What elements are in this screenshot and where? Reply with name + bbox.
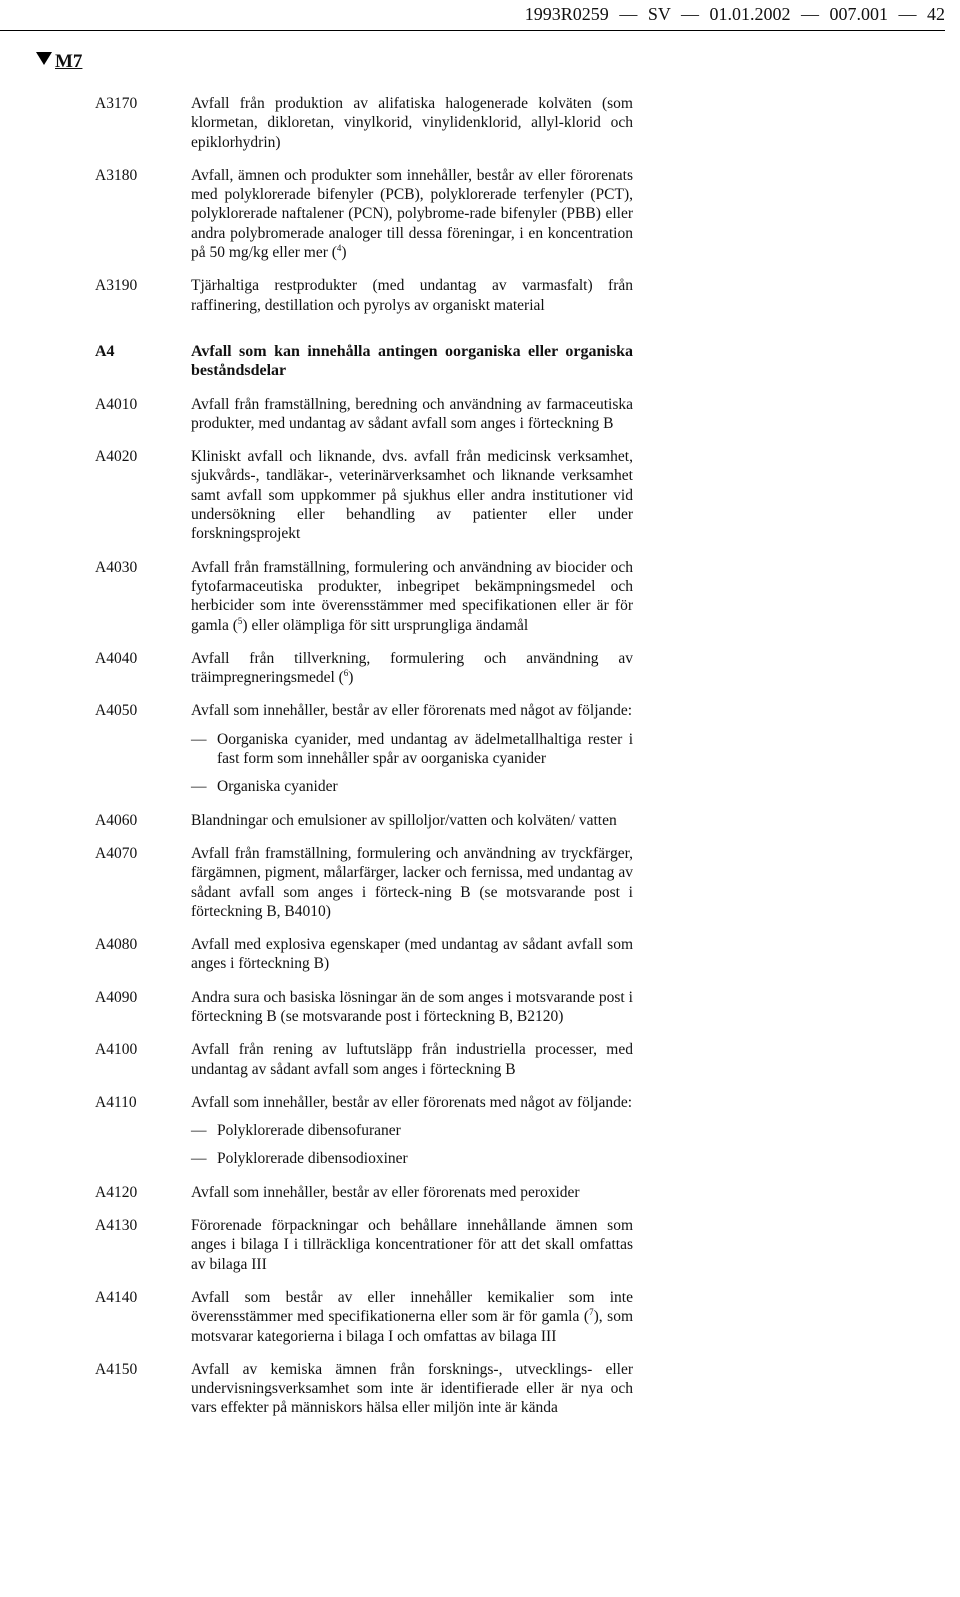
entry-description: Avfall som består av eller innehåller kemikalier som inte överensstämmer med specifikationerna eller som är för gamla ($^7$), som motsvarar kategorierna i bilaga I och omfattas av bilaga III xyxy=(191,1288,634,1345)
entry-a4080 xyxy=(0,935,960,974)
triangle-down-icon xyxy=(36,52,52,65)
entry-a4050 xyxy=(0,701,960,796)
entry-code: A4090 xyxy=(95,988,138,1006)
header-separator: — xyxy=(801,4,819,24)
footnote-ref[interactable]: 7 xyxy=(589,1307,594,1318)
entry-a4040 xyxy=(0,649,960,688)
entry-a4090 xyxy=(0,988,960,1027)
entry-description: Kliniskt avfall och liknande, dvs. avfall från medicinsk verksamhet, sjukvårds-, tandläkar-, veterinärverksamhet och liknande verksamhet samt avfall som uppkommer på sjukhus eller andra institutioner vid undersökning eller behandling av patienter eller under forskningsprojekt xyxy=(191,448,633,543)
entry-code: A4010 xyxy=(95,395,138,413)
list-item: — Polyklorerade dibensofuraner xyxy=(191,1122,401,1140)
entry-description: Andra sura och basiska lösningar än de som anges i motsvarande post i förteckning B (se motsvarande post i förteckning B, B2120) xyxy=(191,988,633,1025)
entry-code: A4120 xyxy=(95,1183,138,1201)
footnote-ref[interactable]: 5 xyxy=(237,615,243,626)
entry-code: A3190 xyxy=(95,277,138,295)
entry-a3190 xyxy=(0,276,960,315)
entry-code: A4050 xyxy=(95,702,138,720)
entry-description: Avfall, ämnen och produkter som innehåller, består av eller förorenats med polyklorerade bifenyler (PCB), polyklorerade terfenyler (PCT), polyklorerade naftalener (PCN), polybrome-rade bifenyler (PBB) eller andra polybromerade analoger till dessa föreningar, i en koncentration på 50 mg/kg eller mer ($^4$) xyxy=(191,166,633,262)
entry-description: Tjärhaltiga restprodukter (med undantag av varmasfalt) från raffinering, destillation och pyrolys av organiskt material xyxy=(191,277,633,314)
section-code: A4 xyxy=(95,342,115,360)
entry-a3170 xyxy=(0,94,960,152)
entry-a4030 xyxy=(0,558,960,635)
entry-code: A4110 xyxy=(95,1093,137,1111)
header-separator: — xyxy=(619,4,638,24)
version-number: 007.001 xyxy=(829,4,888,24)
language-code: SV xyxy=(647,4,671,24)
entry-a4150 xyxy=(0,1360,960,1418)
header-separator: — xyxy=(898,4,917,24)
page-header xyxy=(0,2,945,31)
amendment-label: M7 xyxy=(55,51,83,72)
entry-description: Avfall från framställning, formulering och användning av biocider och fytofarmaceutiska produkter, inbegripet bekämpningsmedel och herbicider som inte överensstämmer med specifikationen eller är för gamla ($^5$) eller olämpliga för sitt ursprungliga ändamål xyxy=(191,558,633,634)
entry-description: Förorenade förpackningar och behållare innehållande ämnen som anges i bilaga I i tillräckliga koncentrationer för att det skall omfattas av bilaga III xyxy=(191,1217,633,1273)
list-item: — Polyklorerade dibensodioxiner xyxy=(191,1150,408,1168)
entry-a4020 xyxy=(0,447,960,543)
entry-code: A4100 xyxy=(95,1041,138,1059)
entry-a4130 xyxy=(0,1216,960,1274)
entry-code: A4060 xyxy=(95,811,138,829)
entry-a4140 xyxy=(0,1288,960,1346)
entry-code: A4150 xyxy=(95,1360,138,1378)
entry-description: Avfall av kemiska ämnen från forsknings-, utvecklings- eller undervisningsverksamhet som inte är identifierade eller är nya och vars effekter på människors hälsa eller miljön inte är kända xyxy=(191,1360,633,1417)
entry-a4100 xyxy=(0,1040,960,1079)
page-number: 42 xyxy=(927,4,945,24)
entry-a3180 xyxy=(0,166,960,262)
dash-bullet: — xyxy=(191,730,207,748)
entry-a4060 xyxy=(0,811,960,830)
consolidation-date: 01.01.2002 xyxy=(709,4,791,24)
entry-description: Avfall från rening av luftutsläpp från industriella processer, med undantag av sådant avfall som anges i förteckning B xyxy=(191,1041,633,1078)
entry-code: A4080 xyxy=(95,936,138,954)
entry-code: A4140 xyxy=(95,1288,138,1306)
entry-description: Avfall från produktion av alifatiska halogenerade kolväten (som klormetan, dikloretan, vinylkorid, vinylidenklorid, allyl-klorid och epiklorhydrin) xyxy=(191,95,633,151)
entry-code: A3180 xyxy=(95,166,138,184)
amendment-marker xyxy=(36,50,82,74)
entry-description: Avfall som innehåller, består av eller förorenats med något av följande: — Oorganiska cyanider, med undantag av ädelmetallhaltiga rester i fast form som innehåller spår av oorganiska cyanider — Organiska cyanider xyxy=(191,702,633,796)
footnote-ref[interactable]: 6 xyxy=(343,668,349,679)
header-separator: — xyxy=(681,4,699,24)
entry-code: A4070 xyxy=(95,844,138,862)
section-title: Avfall som kan innehålla antingen oorganiska eller organiska beståndsdelar xyxy=(191,342,633,380)
entry-code: A4040 xyxy=(95,649,138,667)
dash-bullet: — xyxy=(191,1122,207,1140)
entry-description: Avfall som innehåller, består av eller förorenats med peroxider xyxy=(191,1183,580,1201)
entry-description: Blandningar och emulsioner av spilloljor/vatten och kolväten/ vatten xyxy=(191,811,617,829)
list-item: — Oorganiska cyanider, med undantag av ädelmetallhaltiga rester i fast form som innehåller spår av oorganiska cyanider xyxy=(191,730,633,768)
entry-description: Avfall från tillverkning, formulering och användning av träimpregneringsmedel ($^6$) xyxy=(191,649,633,687)
dash-bullet: — xyxy=(191,1150,207,1168)
entry-code: A4030 xyxy=(95,558,138,576)
doc-id: 1993R0259 xyxy=(524,4,609,24)
entry-a4010 xyxy=(0,395,960,434)
entry-a4110 xyxy=(0,1093,960,1169)
entry-description: Avfall med explosiva egenskaper (med undantag av sådant avfall som anges i förteckning B) xyxy=(191,936,633,973)
entry-code: A4130 xyxy=(95,1217,138,1235)
entry-description: Avfall från framställning, beredning och användning av farmaceutiska produkter, med undantag av sådant avfall som anges i förteckning B xyxy=(191,395,633,432)
entry-description: Avfall som innehåller, består av eller förorenats med något av följande: — Polyklorerade dibensofuraner — Polyklorerade dibensodioxiner xyxy=(191,1093,633,1168)
entry-a4120 xyxy=(0,1183,960,1202)
list-item: — Organiska cyanider xyxy=(191,778,338,796)
entry-description: Avfall från framställning, formulering och användning av tryckfärger, färgämnen, pigment, målarfärger, lacker och fernissa, med undantag av sådant avfall som anges i förteck-ning B (se motsvarande post i förteckning B, B4010) xyxy=(191,844,633,920)
entry-code: A4020 xyxy=(95,448,138,466)
section-a4-heading xyxy=(0,342,960,381)
entry-a4070 xyxy=(0,844,960,921)
dash-bullet: — xyxy=(191,778,207,796)
waste-list-table xyxy=(0,94,960,1432)
footnote-ref[interactable]: 4 xyxy=(336,243,342,254)
entry-code: A3170 xyxy=(95,95,138,112)
